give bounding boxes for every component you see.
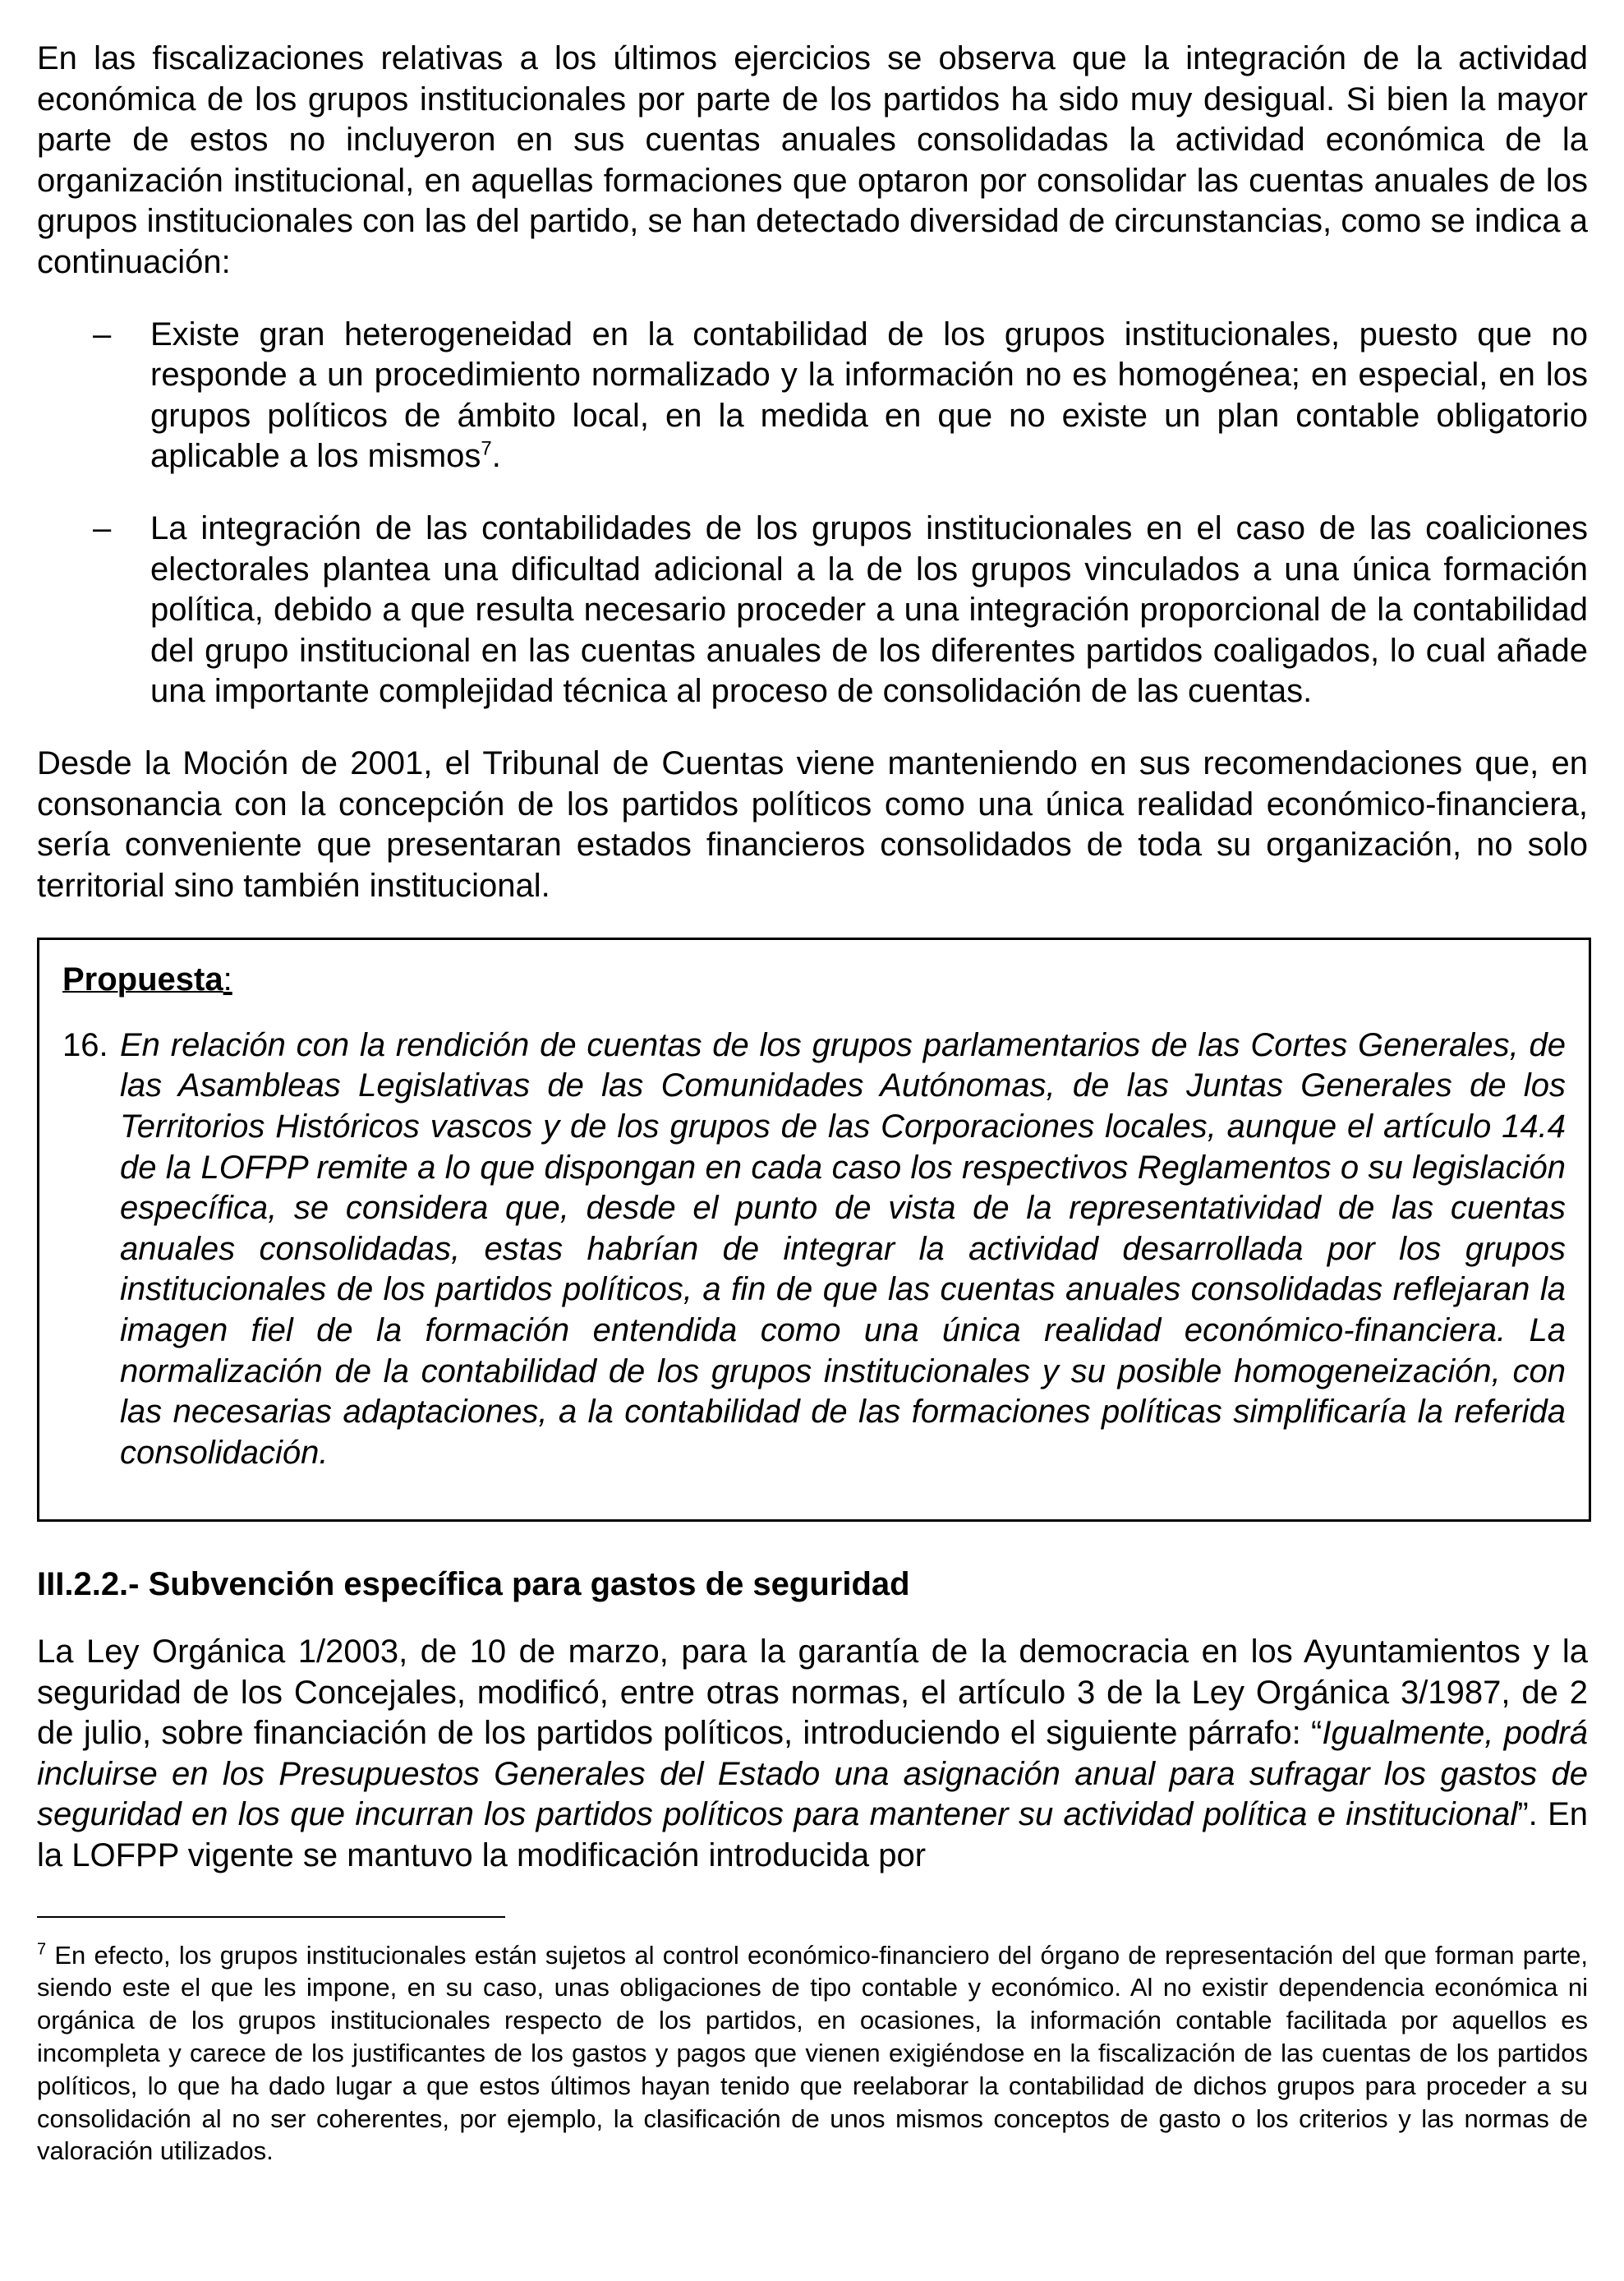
dash-marker: – [93, 316, 112, 353]
document-page [37, 39, 1588, 2168]
bullet-item [37, 509, 1588, 712]
footnote-ref[interactable]: 7 [481, 438, 492, 461]
bullet-tail: . [491, 438, 501, 475]
bullet-text: La integración de las contabilidades de los grupos institucionales en el caso de las coaliciones electorales plantea una dificultad adicional a la de los grupos vinculados a una única formación política, debido a que resulta necesario proceder a una integración proporcional de la contabilidad del grupo institucional en las cuentas anuales de los diferentes partidos coaligados, lo cual añade una importante complejidad técnica al proceso de consolidación de las cuentas. [150, 509, 1588, 710]
proposal-title [62, 960, 1566, 1001]
footnote-separator [37, 1916, 505, 1918]
proposal-item [62, 1025, 1566, 1474]
security-lead: La Ley Orgánica 1/2003, de 10 de marzo, para la garantía de la democracia en los Ayuntamientos y la seguridad de los Concejales, modificó, entre otras normas, el artículo 3 de la Ley Orgánica 3/1987, de 2 de julio, sobre financiación de los partidos políticos, introduciendo el siguiente párrafo: “ [37, 1634, 1588, 1752]
proposal-text: En relación con la rendición de cuentas de los grupos parlamentarios de las Cortes Generales, de las Asambleas Legislativas de las Comunidades Autónomas, de las Juntas Generales de los Territorios Históricos vascos y de los grupos de las Corporaciones locales, aunque el artículo 14.4 de la LOFPP remite a lo que dispongan en cada caso los respectivos Reglamentos o su legislación específica, se considera que, desde el punto de vista de la representatividad de las cuentas anuales consolidadas, estas habrían de integrar la actividad desarrollada por los grupos institucionales de los partidos políticos, a fin de que las cuentas anuales consolidadas reflejaran la imagen fiel de la formación entendida como una única realidad económico-financiera. La normalización de la contabilidad de los grupos institucionales y su posible homogeneización, con las necesarias adaptaciones, a la contabilidad de las formaciones políticas simplificaría la referida consolidación. [120, 1026, 1566, 1471]
proposal-box [37, 938, 1591, 1522]
security-tail: ”. En la LOFPP vigente se mantuvo la modificación introducida por [37, 1796, 1588, 1873]
dash-marker: – [93, 509, 112, 546]
proposal-title-text: Propuesta [62, 961, 223, 998]
security-paragraph [37, 1632, 1588, 1877]
bullet-item [37, 315, 1588, 477]
footnote [37, 1939, 1588, 2168]
proposal-number: 16. [62, 1026, 108, 1063]
proposal-title-colon: : [223, 961, 232, 998]
footnote-text: En efecto, los grupos institucionales están sujetos al control económico-financiero del órgano de representación del que forman parte, siendo este el que les impone, en su caso, unas obligaciones de tipo contable y económico. Al no existir dependencia económica ni orgánica de los grupos institucionales respecto de los partidos, en ocasiones, la información contable facilitada por aquellos es incompleta y carece de los justificantes de los gastos y pagos que vienen exigiéndose en la fiscalización de las cuentas de los partidos políticos, lo que ha dado lugar a que estos últimos hayan tenido que reelaborar la contabilidad de dichos grupos para proceder a su consolidación al no ser coherentes, por ejemplo, la clasificación de unos mismos conceptos de gasto o los criterios y las normas de valoración utilizados. [37, 1940, 1588, 2166]
footnote-number: 7 [37, 1940, 47, 1959]
security-quote: Igualmente, podrá incluirse en los Presupuestos Generales del Estado una asignación anual para sufragar los gastos de seguridad en los que incurran los partidos políticos para mantener su actividad política e institucional [37, 1715, 1588, 1833]
bullet-text: Existe gran heterogeneidad en la contabilidad de los grupos institucionales, puesto que no responde a un procedimiento normalizado y la información no es homogénea; en especial, en los grupos políticos de ámbito local, en la medida en que no existe un plan contable obligatorio aplicable a los mismos [150, 316, 1588, 475]
section-heading: III.2.2.- Subvención específica para gastos de seguridad [37, 1566, 910, 1603]
intro-paragraph: En las fiscalizaciones relativas a los últimos ejercicios se observa que la integración de la actividad económica de los grupos institucionales por parte de los partidos ha sido muy desigual. Si bien la mayor parte de estos no incluyeron en sus cuentas anuales consolidadas la actividad económica de la organización institucional, en aquellas formaciones que optaron por consolidar las cuentas anuales de los grupos institucionales con las del partido, se han detectado diversidad de circunstancias, como se indica a continuación: [37, 40, 1588, 280]
recommendation-paragraph: Desde la Moción de 2001, el Tribunal de Cuentas viene manteniendo en sus recomendaciones que, en consonancia con la concepción de los partidos políticos como una única realidad económico-financiera, sería conveniente que presentaran estados financieros consolidados de toda su organización, no solo territorial sino también institucional. [37, 744, 1588, 904]
